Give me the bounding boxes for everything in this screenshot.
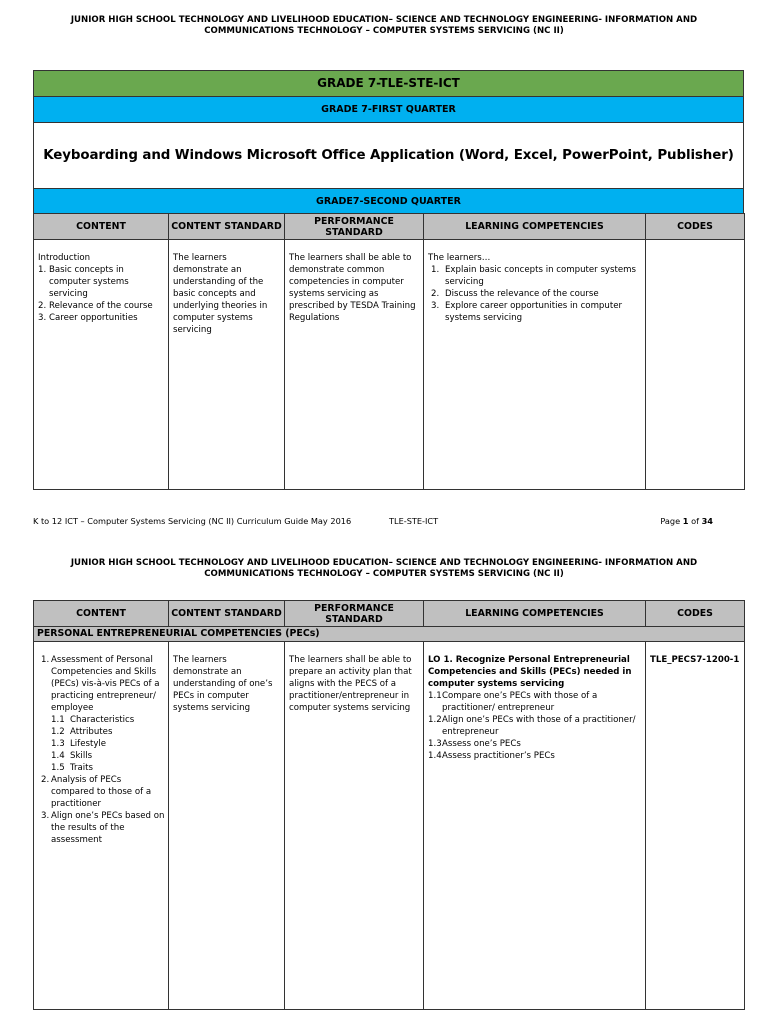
page1-footer	[33, 515, 713, 527]
list-item: 3. Career opportunities	[38, 313, 138, 323]
col-header-learning-competencies: LEARNING COMPETENCIES	[424, 214, 646, 240]
list-item: 1.1 Compare one’s PECs with those of a practitioner/ entrepreneur	[428, 691, 598, 713]
list-item: 3. Align one’s PECs based on the results of the assessment	[41, 811, 165, 845]
col-header-content: CONTENT	[34, 214, 169, 240]
list-item: 1. Assessment of Personal Competencies and Skills (PECs) vis-à-vis PECs of a practicing entrepreneur/ employee 1.1 Characteristics 1.2 Attributes 1.3 Lifestyle 1.4 Skills 1.5 Traits	[38, 654, 165, 774]
first-quarter-topic: Keyboarding and Windows Microsoft Office Application (Word, Excel, PowerPoint, Publisher)	[33, 122, 744, 188]
col-header-content-standard: CONTENT STANDARD	[169, 601, 285, 627]
table-row	[34, 240, 745, 490]
list-item: 1.3 Lifestyle	[51, 739, 107, 749]
table-row	[34, 642, 745, 1010]
performance-standard-cell	[285, 642, 424, 1010]
performance-standard-text: The learners shall be able to prepare an activity plan that aligns with the PECS of a practitioner/entrepreneur in computer systems servicing	[289, 655, 412, 713]
page2-column-headers	[34, 601, 745, 627]
page1-table	[33, 213, 745, 490]
list-item: 2. Relevance of the course	[38, 301, 153, 311]
col-header-performance-standard: PERFORMANCE STANDARD	[285, 601, 424, 627]
first-quarter-band: GRADE 7-FIRST QUARTER	[33, 96, 744, 122]
second-quarter-band: GRADE7-SECOND QUARTER	[33, 188, 744, 213]
list-item: 2. Discuss the relevance of the course	[431, 289, 599, 299]
performance-standard-cell	[285, 240, 424, 490]
content-standard-cell	[169, 642, 285, 1010]
learning-outcome-list	[428, 690, 642, 762]
content-cell	[34, 642, 169, 1010]
content-intro: Introduction	[38, 253, 91, 263]
col-header-codes: CODES	[646, 214, 745, 240]
competencies-intro: The learners…	[428, 253, 491, 263]
learning-outcome-title: LO 1. Recognize Personal Entrepreneurial Competencies and Skills (PECs) needed in computer systems servicing	[428, 655, 632, 689]
list-item: 3. Explore career opportunities in computer systems servicing	[431, 301, 623, 323]
list-item: 1.2 Align one’s PECs with those of a practitioner/ entrepreneur	[428, 715, 636, 737]
col-header-content: CONTENT	[34, 601, 169, 627]
list-item: 1.4 Assess practitioner’s PECs	[428, 751, 555, 761]
footer-subject: TLE-STE-ICT	[389, 516, 439, 526]
page1-header-line1: JUNIOR HIGH SCHOOL TECHNOLOGY AND LIVELIHOOD EDUCATION– SCIENCE AND TECHNOLOGY ENGINEERING- INFORMATION AND	[70, 15, 698, 25]
grade-title-band: GRADE 7-TLE-STE-ICT	[33, 70, 744, 96]
page2-header-line1: JUNIOR HIGH SCHOOL TECHNOLOGY AND LIVELIHOOD EDUCATION– SCIENCE AND TECHNOLOGY ENGINEERING- INFORMATION AND	[70, 558, 698, 568]
learning-competencies-cell	[424, 642, 646, 1010]
content-standard-text: The learners demonstrate an understanding of one’s PECs in computer systems servicing	[173, 655, 273, 713]
competencies-list	[428, 264, 642, 324]
section-title: PERSONAL ENTREPRENEURIAL COMPETENCIES (PECs)	[34, 627, 745, 642]
list-item: 1.2 Attributes	[51, 727, 113, 737]
footer-guide-title: K to 12 ICT – Computer Systems Servicing (NC II) Curriculum Guide May 2016	[33, 516, 352, 526]
list-item: 1.5 Traits	[51, 763, 94, 773]
col-header-codes: CODES	[646, 601, 745, 627]
page2-curriculum-table	[33, 600, 744, 1010]
footer-page-number: Page 1 of 34	[660, 516, 713, 526]
list-item: 1. Explain basic concepts in computer systems servicing	[431, 265, 636, 287]
list-item: 1.4 Skills	[51, 751, 93, 761]
content-standard-text: The learners demonstrate an understanding of the basic concepts and underlying theories in computer systems servicing	[173, 253, 268, 335]
list-item: 1.1 Characteristics	[51, 715, 135, 725]
list-item: 2. Analysis of PECs compared to those of a practitioner	[41, 775, 152, 809]
page1-curriculum-table	[33, 70, 744, 490]
content-list	[38, 264, 165, 324]
page1-column-headers	[34, 214, 745, 240]
performance-standard-text: The learners shall be able to demonstrate common competencies in computer systems servicing as prescribed by TESDA Training Regulations	[289, 253, 416, 323]
content-cell	[34, 240, 169, 490]
content-standard-cell	[169, 240, 285, 490]
list-item: 1.3 Assess one’s PECs	[428, 739, 521, 749]
page2-table	[33, 600, 745, 1010]
code-text	[646, 240, 744, 252]
code-text: TLE_PECS7-1200-1	[650, 655, 740, 665]
content-sublist	[51, 714, 165, 774]
col-header-learning-competencies: LEARNING COMPETENCIES	[424, 601, 646, 627]
col-header-content-standard: CONTENT STANDARD	[169, 214, 285, 240]
learning-competencies-cell	[424, 240, 646, 490]
col-header-performance-standard: PERFORMANCE STANDARD	[285, 214, 424, 240]
content-list	[38, 654, 165, 846]
codes-cell	[646, 642, 745, 1010]
page1-header	[40, 15, 728, 37]
section-row	[34, 627, 745, 642]
page2-header	[40, 558, 728, 580]
page2-header-line2: COMMUNICATIONS TECHNOLOGY – COMPUTER SYSTEMS SERVICING (NC II)	[204, 569, 564, 579]
page1-header-line2: COMMUNICATIONS TECHNOLOGY – COMPUTER SYSTEMS SERVICING (NC II)	[204, 26, 564, 36]
codes-cell	[646, 240, 745, 490]
list-item: 1. Basic concepts in computer systems servicing	[38, 265, 129, 299]
